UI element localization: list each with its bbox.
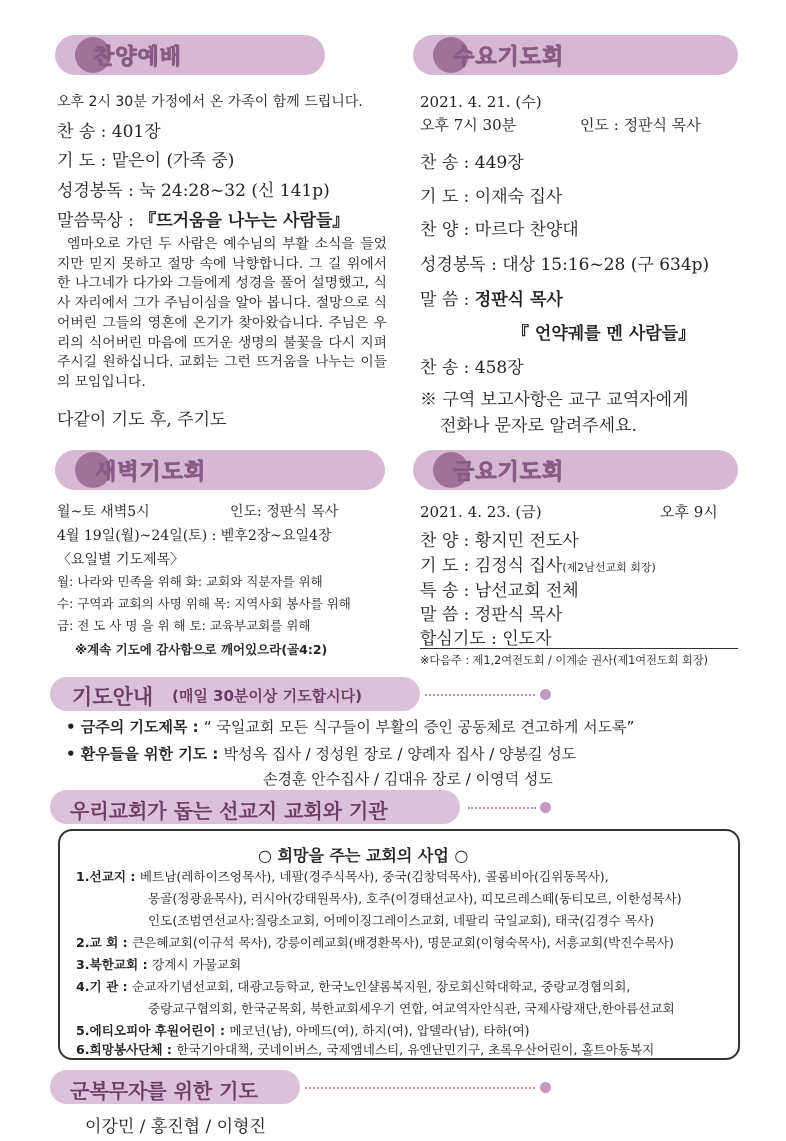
mission-row: 몽골(정광윤목사), 러시아(강태원목사), 호주(이경태선교사), 띠모르레스떼(동티모르, 이한성목사) <box>148 891 682 906</box>
sunday-sermon-text: 엠마오로 가던 두 사람은 예수님의 부활 소식을 들었지만 믿지 못하고 절망 속에 낙향합니다. 그 길 위에서 한 나그네가 다가와 그들에게 성경을 풀어 설명했고, 식사 자리에서 그가 주님이심을 알아 봅니다. 절망으로 식어버린 그들의 영혼에 온기가 찾아왔습니다. 주님은 우리의 식어버린 마음에 뜨거운 생명의 불꽃을 다시 지펴주시길 원하십니다. 교회는 그런 뜨거움을 나누는 이들의 모임입니다. <box>57 236 387 390</box>
friday-next: ※다음주 : 제1,2여전도회 / 이계순 권사(제1여전도회 회장) <box>420 654 709 667</box>
wednesday-hymn1: 찬 송 : 449장 <box>420 153 524 173</box>
sunday-header <box>55 35 325 75</box>
mission-row: 6.희망봉사단체 : 한국기아대책, 굿네이버스, 국제앰네스티, 유엔난민기구, 초록우산어린이, 홀트아동복지 <box>76 1042 655 1057</box>
end-dot-icon <box>540 689 551 700</box>
wednesday-reading: 성경봉독 : 대상 15:16~28 (구 634p) <box>420 255 710 275</box>
mission-title: 우리교회가 돕는 선교지 교회와 기관 <box>70 799 388 823</box>
dawn-topic: 월: 나라와 민족을 위해 화: 교회와 직분자를 위해 <box>57 574 323 589</box>
friday-word: 말 씀 : 정판식 목사 <box>420 605 563 625</box>
sunday-prayer: 기 도 : 맡은이 (가족 중) <box>57 151 235 171</box>
guide-sick: • 환우들을 위한 기도 : 박성옥 집사 / 정성원 장로 / 양례자 집사 / 양봉길 성도 <box>66 745 577 763</box>
wednesday-header <box>413 35 738 75</box>
friday-divider <box>420 648 738 649</box>
end-dot-icon <box>540 802 551 813</box>
dotted-line <box>468 807 536 809</box>
guide-title: 기도안내 <box>72 685 154 709</box>
wednesday-title: 수요기도회 <box>453 45 565 70</box>
sunday-title: 찬양예배 <box>93 45 183 70</box>
wednesday-leader: 인도 : 정판식 목사 <box>580 116 701 134</box>
wednesday-time: 오후 7시 30분 <box>420 116 517 134</box>
sunday-intro: 오후 2시 30분 가정에서 온 가족이 함께 드립니다. <box>57 94 363 110</box>
sunday-sermon: 말씀묵상 : 『뜨거움을 나누는 사람들』 <box>57 211 350 231</box>
sunday-reading: 성경봉독 : 눅 24:28~32 (신 141p) <box>57 181 330 201</box>
mission-row: 2.교 회 : 큰은혜교회(이규석 목사), 강릉이레교회(배경환목사), 명문교회(이형숙목사), 서흥교회(박진수목사) <box>76 935 674 950</box>
wednesday-word: 말 씀 : 정판식 목사 <box>420 290 563 310</box>
military-names: 이강민 / 홍진협 / 이형진 <box>85 1117 266 1137</box>
wednesday-date: 2021. 4. 21. (수) <box>420 93 542 111</box>
friday-praise: 찬 양 : 황지민 전도사 <box>420 531 579 551</box>
dotted-line <box>425 694 535 696</box>
guide-topic: • 금주의 기도제목 : “ 국일교회 모든 식구들이 부활의 증인 공동체로 견고하게 서도록” <box>66 718 635 736</box>
mission-row: 3.북한교회 : 강계시 가물교회 <box>76 957 242 972</box>
mission-row: 중랑교구협의회, 한국군목회, 북한교회세우기 연합, 여교역자안식관, 국제사랑재단,한아름선교회 <box>148 1001 675 1016</box>
mission-box-title: ○ 희망을 주는 교회의 사업 ○ <box>258 846 469 865</box>
dawn-topic: 금: 전 도 사 명 을 위 해 토: 교육부교회를 위해 <box>57 618 311 633</box>
dotted-line <box>305 1087 535 1089</box>
friday-special: 특 송 : 남선교회 전체 <box>420 581 579 601</box>
dawn-leader: 인도: 정판식 목사 <box>230 504 339 520</box>
friday-title: 금요기도회 <box>453 460 565 485</box>
dawn-line2: 4월 19일(월)~24일(토) : 벧후2장~요일4장 <box>57 528 332 544</box>
wednesday-note2: 전화나 문자로 알려주세요. <box>440 416 637 436</box>
friday-time: 오후 9시 <box>660 503 718 521</box>
friday-date: 2021. 4. 23. (금) <box>420 503 542 521</box>
friday-together: 합심기도 : 인도자 <box>420 629 552 649</box>
friday-prayer: 기 도 : 김정식 집사(제2남선교회 회장) <box>420 556 656 576</box>
wednesday-prayer: 기 도 : 이재숙 집사 <box>420 187 563 207</box>
military-title: 군복무자를 위한 기도 <box>70 1079 258 1103</box>
wednesday-hymn2: 찬 송 : 458장 <box>420 358 524 378</box>
guide-subtitle: (매일 30분이상 기도합시다) <box>172 687 362 705</box>
dawn-topic: 수: 구역과 교회의 사명 위해 목: 지역사회 봉사를 위해 <box>57 596 351 611</box>
dawn-topics-title: 〈요일별 기도제목〉 <box>57 552 185 568</box>
dawn-verse: ※계속 기도에 감사함으로 깨어있으라(골4:2) <box>75 642 328 657</box>
wednesday-sermon: 『 언약궤를 멘 사람들』 <box>512 324 696 344</box>
wednesday-note1: ※ 구역 보고사항은 교구 교역자에게 <box>420 390 689 410</box>
dawn-header <box>55 450 385 490</box>
mission-row: 1.선교지 : 베트남(레하이즈엉목사), 네팔(경주식목사), 중국(김창덕목사), 콜롬비아(김위동목사), <box>76 869 609 884</box>
wednesday-praise: 찬 양 : 마르다 찬양대 <box>420 220 579 240</box>
mission-row: 5.에티오피아 후원어린이 : 메코넌(남), 아메드(여), 하지(여), 압델라(남), 타하(여) <box>76 1023 530 1038</box>
friday-header <box>413 450 738 490</box>
dawn-title: 새벽기도회 <box>95 460 207 485</box>
mission-row: 인도(조범연선교사:질랑소교회, 어메이징그레이스교회, 네팔리 국일교회), 태국(김경수 목사) <box>148 913 655 928</box>
dawn-line1: 월~토 새벽5시 <box>57 504 150 520</box>
sunday-hymn: 찬 송 : 401장 <box>57 122 161 142</box>
guide-sick-2: 손경훈 안수집사 / 김대유 장로 / 이영덕 성도 <box>263 770 553 788</box>
sunday-closing: 다같이 기도 후, 주기도 <box>57 410 227 430</box>
end-dot-icon <box>540 1082 551 1093</box>
mission-row: 4.기 관 : 순교자기념선교회, 대광고등학교, 한국노인샬롬복지원, 장로회신학대학교, 중랑교경협의회, <box>76 979 631 994</box>
